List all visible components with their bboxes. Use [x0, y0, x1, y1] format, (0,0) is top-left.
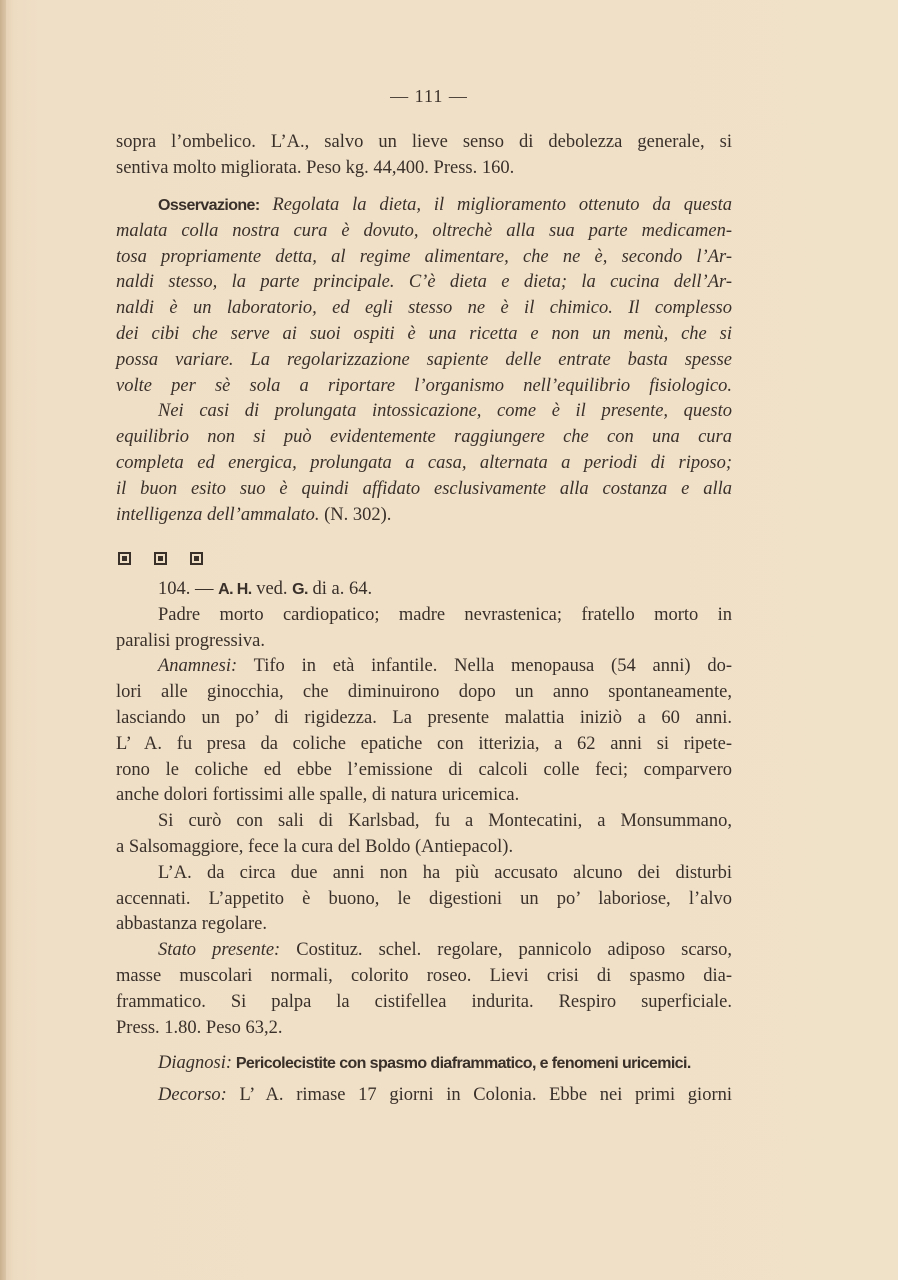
case-104	[116, 577, 732, 1109]
text-line: naldi stesso, la parte principale. C’è dieta e dieta; la cucina dell’Ar-	[116, 272, 732, 293]
text-line: intelligenza dell’ammalato. (N. 302).	[116, 504, 392, 525]
text-line: anche dolori fortissimi alle spalle, di natura uricemica.	[116, 785, 520, 806]
text-line: lori alle ginocchia, che diminuirono dopo un anno spontaneamente,	[116, 682, 732, 703]
text-line: frammatico. Si palpa la cistifellea indurita. Respiro superficiale.	[116, 991, 732, 1012]
book-spine-shadow	[0, 0, 6, 1280]
page-number: — 111 —	[390, 86, 468, 106]
text-line: paralisi progressiva.	[116, 630, 265, 651]
text-line: accennati. L’appetito è buono, le digestioni un po’ laboriose, l’alvo	[116, 888, 732, 909]
text-line: dei cibi che serve ai suoi ospiti è una ricetta e non un menù, che si	[116, 323, 732, 344]
anamnesis-label: Anamnesi:	[158, 656, 238, 677]
case-reference: (N. 302).	[319, 504, 392, 525]
text-line: Press. 1.80. Peso 63,2.	[116, 1017, 283, 1038]
course-label: Decorso:	[158, 1085, 227, 1106]
text-line: malata colla nostra cura è dovuto, oltrechè alla sua parte medicamen-	[116, 220, 732, 241]
square-ornament-icon	[190, 552, 203, 565]
observation-paragraph	[116, 193, 732, 528]
text-line: equilibrio non si può evidentemente raggiungere che con una cura	[116, 427, 732, 448]
carryover-paragraph	[116, 130, 732, 182]
text-line: naldi è un laboratorio, ed egli stesso ne è il chimico. Il complesso	[116, 298, 732, 319]
section-separator	[118, 552, 203, 565]
diagnosis-label: Diagnosi:	[158, 1053, 232, 1074]
text-line: L’ A. fu presa da coliche epatiche con itterizia, a 62 anni si ripete-	[116, 733, 732, 754]
text-line: possa variare. La regolarizzazione sapiente delle entrate basta spesse	[116, 349, 732, 370]
square-ornament-icon	[118, 552, 131, 565]
observation-label: Osservazione:	[158, 197, 260, 214]
text-line: Si curò con sali di Karlsbad, fu a Montecatini, a Monsummano,	[158, 811, 732, 832]
text-line: Stato presente: Costituz. schel. regolare, pannicolo adiposo scarso,	[158, 940, 732, 961]
text-line: volte per sè sola a riportare l’organismo nell’equilibrio fisiologico.	[116, 375, 732, 396]
text-line: sopra l’ombelico. L’A., salvo un lieve senso di debolezza generale, si	[116, 132, 732, 152]
diagnosis-text: Pericolecistite con spasmo diaframmatico, e fenomeni uricemici.	[232, 1055, 691, 1073]
text-line: Padre morto cardiopatico; madre nevrastenica; fratello morto in	[158, 604, 732, 625]
text-line: Nei casi di prolungata intossicazione, come è il presente, questo	[158, 401, 732, 422]
text-line: L’A. da circa due anni non ha più accusato alcuno dei disturbi	[158, 862, 732, 883]
text-line: completa ed energica, prolungata a casa, alternata a periodi di riposo;	[116, 452, 732, 473]
present-state-label: Stato presente:	[158, 940, 281, 961]
text-line: lasciando un po’ di rigidezza. La presente malattia iniziò a 60 anni.	[116, 707, 732, 728]
text-line: Osservazione: Regolata la dieta, il miglioramento ottenuto da questa	[158, 195, 733, 215]
text-line: Anamnesi: Tifo in età infantile. Nella menopausa (54 anni) do-	[158, 656, 732, 677]
diagnosis-line	[116, 1051, 732, 1077]
course-line: Decorso: L’ A. rimase 17 giorni in Colonia. Ebbe nei primi giorni	[158, 1085, 732, 1106]
text-line: a Salsomaggiore, fece la cura del Boldo (Antiepacol).	[116, 836, 514, 857]
text-line: il buon esito suo è quindi affidato esclusivamente alla costanza e alla	[116, 478, 732, 499]
case-heading: 104. — A. H. ved. G. di a. 64.	[158, 579, 373, 599]
patient-initial-2: G.	[292, 581, 308, 598]
text-line: abbastanza regolare.	[116, 914, 267, 935]
square-ornament-icon	[154, 552, 167, 565]
text-line: rono le coliche ed ebbe l’emissione di calcoli colle feci; comparvero	[116, 759, 732, 780]
text-line: tosa propriamente detta, al regime alimentare, che ne è, secondo l’Ar-	[116, 246, 732, 267]
text-line: sentiva molto migliorata. Peso kg. 44,400. Press. 160.	[116, 157, 515, 178]
patient-initials: A. H.	[218, 581, 252, 598]
text-line: masse muscolari normali, colorito roseo. Lievi crisi di spasmo dia-	[116, 965, 732, 986]
